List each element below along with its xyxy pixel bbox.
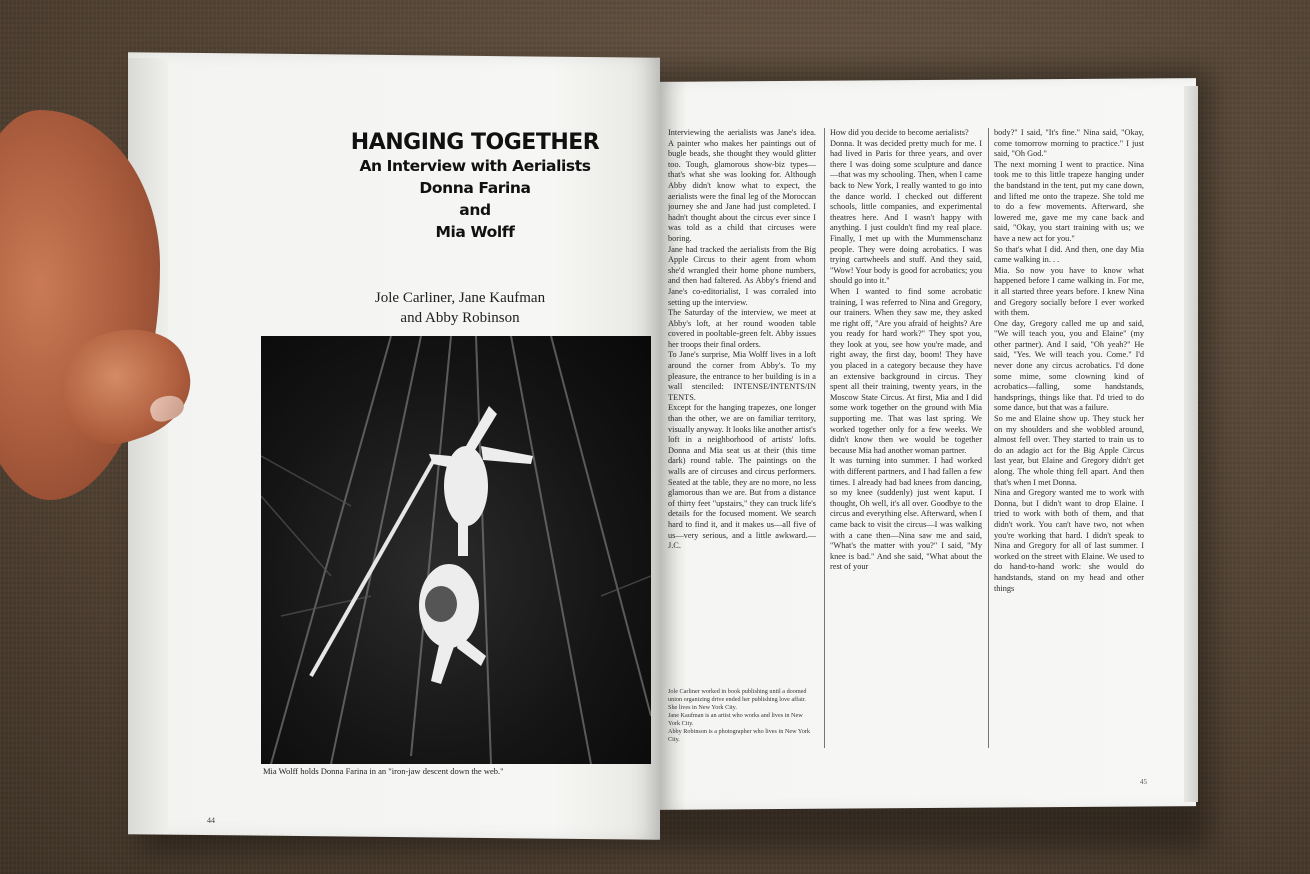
photo-caption: Mia Wolff holds Donna Farina in an "iron-jaw descent down the web."	[263, 766, 504, 776]
text-column-1: Interviewing the aerialists was Jane's idea. A painter who makes her paintings out of bugle beads, she thought they would glitter too. Tough, glamorous show-biz types—that's what she was looking for. Although Abby didn't know what to expect, the aerialists were the final leg of the Moroccan journey she and Jane had just completed. I hadn't thought about the circus ever since I was told as a child that circuses were boring. Jane had tracked the aerialists from the Big Apple Circus to their agent from whom she'd wrangled their home phone numbers, and then had faltered. As Abby's friend and Jane's co-editorialist, I was corraled into setting up the interview. The Saturday of the interview, we meet at Abby's loft, at her round wooden table covered in pooltable-green felt. Abby issues her troops their final orders. To Jane's surprise, Mia Wolff lives in a loft around the corner from Abby's. To my pleasure, the entrance to her building is in a wall stenciled: INTENSE/INTENTS/IN TENTS. Except for the hanging trapezes, one longer than the other, we are on familiar territory, visually anyway. It looks like another artist's loft in a neighborhood of artists' lofts. Donna and Mia seat us at their (this time dark) round table. The paintings on the walls are of circuses and circus performers. Seated at the table, they are no more, no less glamorous than we are. But from a distance of thirty feet "upstairs," they can truck life's details for the focused moment. We search hard to find it, and it makes us—all five of us—very serious, and a little awkward.—J.C.	[668, 128, 816, 551]
article-heading	[330, 130, 620, 243]
aerialist-photo	[261, 336, 651, 764]
page-number-right: 45	[1140, 778, 1147, 786]
column-rule-1	[824, 128, 825, 748]
column-rule-2	[988, 128, 989, 748]
article-authors	[340, 288, 580, 328]
author-notes: Jole Carliner worked in book publishing until a doomed union organizing drive ended her publishing love affair. She lives in New York City. Jane Kaufman is an artist who works and lives in New York City. Abby Robinson is a photographer who lives in New York City.	[668, 688, 810, 743]
page-number-left: 44	[207, 816, 215, 825]
text-column-3: body?" I said, "It's fine." Nina said, "Okay, come tomorrow morning to practice." I just said, "Oh God." The next morning I went to practice. Nina took me to this little trapeze hanging under the bandstand in the tent, put my cane down, and lifted me onto the trapeze. She told me to do a few movements. Afterward, she lowered me, gave me my cane back and said, "Okay, you start training with us; we have a new act for you." So that's what I did. And then, one day Mia came walking in. . . Mia. So now you have to know what happened before I came walking in. For me, it all started three years before. I knew Nina and Gregory socially before I ever worked with them. One day, Gregory called me up and said, "We will teach you, you and Elaine" (my other partner). And I said, "Oh yeah?" He said, "Yes. We will teach you. Come." I'd never done any circus acrobatics. I'd done some mime, some clowning kind of acrobatics—falling, some handstands, handsprings, things like that. I'd tried to do some dance, but that was a failure. So me and Elaine show up. They stuck her on my shoulders and she wobbled around, almost fell over. They started to train us to do an adagio act for the Big Apple Circus last year, but Elaine and Gregory didn't get along. The whole thing fell apart. And then that's when I met Donna. Nina and Gregory wanted me to work with Donna, but I didn't want to drop Elaine. I tried to work with both of them, and that didn't work. You can't have two, not when you're working that hard. I didn't speak to Nina and Gregory for all of last summer. I worked on the street with Elaine. We used to do hand-to-hand work: she would do handstands, stand on my head and other things	[994, 128, 1144, 593]
authors-line-1: Jole Carliner, Jane Kaufman	[374, 290, 546, 306]
aerialist-photo-image	[261, 336, 651, 764]
text-column-2: How did you decide to become aerialists? Donna. It was decided pretty much for me. I had lived in Paris for three years, and over there I was doing some sculpture and dance—that was my schooling. Then, when I came back to New York, I really wanted to go into the dance world. I checked out different schools, little companies, and experimental theatres here. And I wasn't happy with anything. I just couldn't find my real place. Finally, I met up with the Mummenschanz people. They were doing acrobatics. I was trying cartwheels and stuff. And they said, "Wow! Your body is good for acrobatics; you should go into it." When I wanted to find some acrobatic training, I was referred to Nina and Gregory, our trainers. When they saw me, they asked me right off, "Are you afraid of heights? Are you ready for hard work?" They spot you, they look at you, see how you're made, and right away, the first day, boom! They have you placed in a category because they have an extensive background in circus. They spent all their training, twenty years, in the Moscow State Circus. At first, Mia and I did some work together on the ground with Mia supporting me. That was last spring. We worked together only for a few weeks. We didn't know then we would be together because Mia had another woman partner. It was turning into summer. I had worked with different partners, and I had fallen a few times. I already had bad knees from dancing, so my knee (suddenly) just went kaput. I thought, Oh well, it's all over. Goodbye to the circus and everything else. Afterward, when I came back to visit the circus—I was walking with a cane then—Nina saw me and said, "What's the matter with you?" I said, "My knee is bad." And she said, "What about the rest of your	[830, 128, 982, 572]
article-subtitle-3: and	[459, 201, 491, 219]
article-title: HANGING TOGETHER	[350, 130, 600, 155]
article-subtitle-1: An Interview with Aerialists	[359, 157, 591, 175]
article-subtitle-2: Donna Farina	[419, 179, 531, 197]
authors-line-2: and Abby Robinson	[400, 310, 520, 326]
right-page-edge	[1184, 86, 1198, 802]
article-subtitle-4: Mia Wolff	[435, 223, 515, 241]
